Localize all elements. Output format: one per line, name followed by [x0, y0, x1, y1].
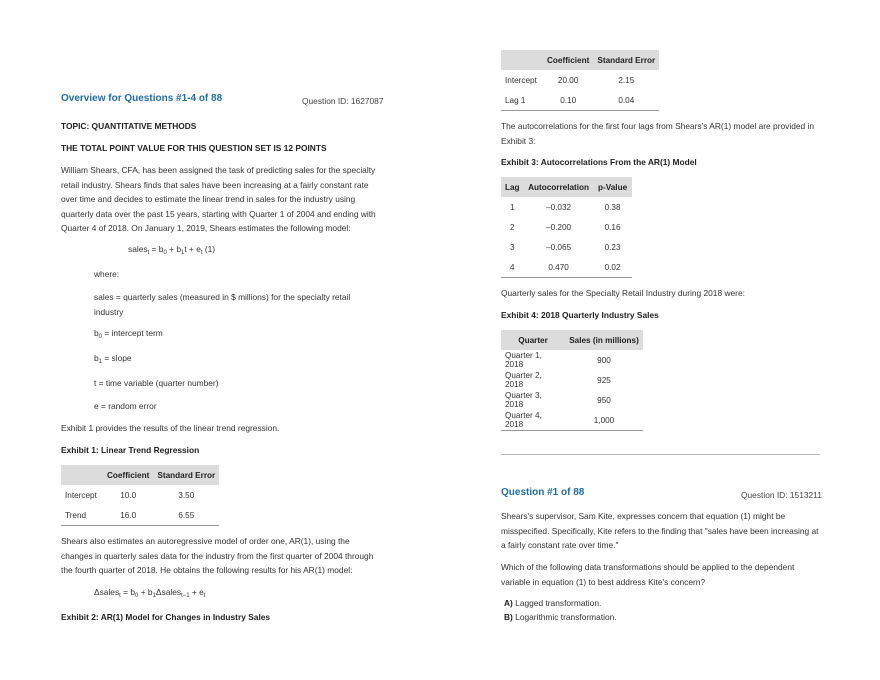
overview-question-id: Question ID: 1627087: [302, 96, 384, 106]
exhibit1-header: [61, 465, 103, 485]
definition-b0: $b_0$ = intercept term: [94, 328, 163, 340]
table-cell: 0.04: [593, 90, 659, 111]
exhibit3-table: [501, 177, 632, 278]
option-text: Lagged transformation.: [515, 598, 602, 608]
table-cell: 0.470: [524, 257, 594, 278]
table-cell: 0.02: [594, 257, 632, 278]
exhibit1-intro: Exhibit 1 provides the results of the linear trend regression.: [61, 423, 280, 433]
table-cell: 0.16: [604, 222, 621, 232]
table-cell: Quarter 4, 2018: [501, 410, 565, 431]
definition-t: t = time variable (quarter number): [94, 378, 219, 388]
ar-model-paragraph: Shears also estimates an autoregressive model of order one, AR(1), using the changes in quarterly sales data for the industry from the first quarter of 2004 through the fourth quarter of 2018. He obtains the following results for his AR(1) model:: [61, 536, 374, 575]
table-row: [501, 70, 659, 90]
table-cell: 950: [597, 395, 611, 405]
exhibit3-header: p-Value: [594, 177, 632, 197]
exhibit2-title: Exhibit 2: AR(1) Model for Changes in Industry Sales: [61, 612, 271, 622]
definition-e: e = random error: [94, 401, 157, 411]
table-row: [501, 197, 632, 217]
table-cell: Quarter 3, 2018: [505, 391, 542, 409]
exhibit4-title: Exhibit 4: 2018 Quarterly Industry Sales: [501, 310, 659, 320]
exhibit2-header: [501, 50, 543, 70]
exhibit3-header: Autocorrelation: [524, 177, 594, 197]
question-title: Question #1 of 88: [501, 487, 585, 498]
exhibit4-header: Sales (in millions): [565, 330, 643, 350]
answer-option-a[interactable]: [504, 598, 601, 608]
table-cell: 10.0: [120, 490, 137, 500]
exhibit1-table: [61, 465, 219, 526]
table-cell: –0.200: [546, 222, 572, 232]
table-cell: –0.065: [546, 242, 572, 252]
exhibit1-header: Coefficient: [103, 465, 153, 485]
table-cell: 0.23: [604, 242, 621, 252]
table-cell: 20.00: [557, 75, 579, 85]
exhibit3-header: Lag: [501, 177, 524, 197]
table-cell: 16.0: [103, 505, 153, 526]
sales-intro: Quarterly sales for the Specialty Retail Industry during 2018 were:: [501, 288, 745, 298]
overview-title: Overview for Questions #1-4 of 88: [61, 93, 223, 104]
question-stem: Shears's supervisor, Sam Kite, expresses concern that equation (1) might be misspecified. Specifically, Kite refers to the finding that "sales have been increasing at a fairly constant rate over time.": [501, 511, 819, 550]
exhibit2-header: Coefficient: [543, 50, 593, 70]
exhibit4-header: Quarter: [501, 330, 565, 350]
table-row: [501, 90, 659, 111]
table-row: [501, 370, 643, 390]
table-cell: 2: [510, 222, 515, 232]
option-letter: A): [504, 598, 513, 608]
table-cell: Trend: [61, 505, 103, 526]
table-row: [61, 485, 219, 505]
table-cell: 0.38: [604, 202, 621, 212]
question-id: Question ID: 1513211: [741, 490, 822, 500]
table-row: [501, 217, 632, 237]
topic-heading: TOPIC: QUANTITATIVE METHODS: [61, 121, 197, 131]
exhibit3-title: Exhibit 3: Autocorrelations From the AR(1) Model: [501, 157, 697, 167]
intro-paragraph: William Shears, CFA, has been assigned the task of predicting sales for the specialty retail industry. Shears finds that sales have been increasing at a fairly constant rate over time and decides to estimate the linear trend in sales for the industry using quarterly data over the past 15 years, starting with Quarter 1 of 2004 and ending with Quarter 4 of 2018. On January 1, 2019, Shears estimates the following model:: [61, 165, 376, 233]
trend-model-equation: sales$_t$ = $b_0 + b_1t + e_t$ (1): [128, 244, 216, 256]
table-cell: 900: [597, 355, 611, 365]
section-divider: [501, 454, 820, 455]
table-cell: 6.55: [153, 505, 219, 526]
exhibit1-header: Standard Error: [153, 465, 219, 485]
ar-model-equation: Δsales$_t$ = $b_0$ + $b_1\Delta sales_{t-1} + e_t$: [94, 587, 206, 599]
answer-option-b[interactable]: [504, 612, 617, 622]
table-row: [501, 237, 632, 257]
table-cell: Lag 1: [501, 90, 543, 111]
table-cell: Intercept: [505, 75, 537, 85]
definition-b1: $b_1$ = slope: [94, 353, 132, 365]
definition-sales: sales = quarterly sales (measured in $ millions) for the specialty retail industry: [94, 292, 351, 317]
table-cell: 3.50: [178, 490, 195, 500]
exhibit1-title: Exhibit 1: Linear Trend Regression: [61, 445, 200, 455]
autocorr-intro: The autocorrelations for the first four lags from Shears's AR(1) model are provided in Exhibit 3:: [501, 121, 815, 146]
table-cell: 1: [510, 202, 515, 212]
table-row: [501, 350, 643, 370]
exhibit4-table: [501, 330, 643, 431]
table-cell: 4: [501, 257, 524, 278]
table-cell: 3: [510, 242, 515, 252]
table-cell: Quarter 2, 2018: [505, 371, 542, 389]
table-cell: 1,000: [565, 410, 643, 431]
where-label: where:: [94, 269, 120, 279]
table-row: [501, 257, 632, 278]
table-row: [501, 390, 643, 410]
table-cell: 0.10: [543, 90, 593, 111]
table-row: [61, 505, 219, 526]
option-text: Logarithmic transformation.: [515, 612, 617, 622]
table-cell: 925: [597, 375, 611, 385]
table-row: [501, 410, 643, 431]
table-cell: Intercept: [65, 490, 97, 500]
option-letter: B): [504, 612, 513, 622]
table-cell: –0.032: [546, 202, 572, 212]
table-cell: 2.15: [618, 75, 635, 85]
exhibit2-header: Standard Error: [593, 50, 659, 70]
table-cell: Quarter 1, 2018: [505, 351, 542, 369]
exhibit2-table: [501, 50, 659, 111]
points-heading: THE TOTAL POINT VALUE FOR THIS QUESTION SET IS 12 POINTS: [61, 143, 327, 153]
question-prompt: Which of the following data transformations should be applied to the dependent variable in equation (1) to best address Kite's concern?: [501, 562, 795, 587]
